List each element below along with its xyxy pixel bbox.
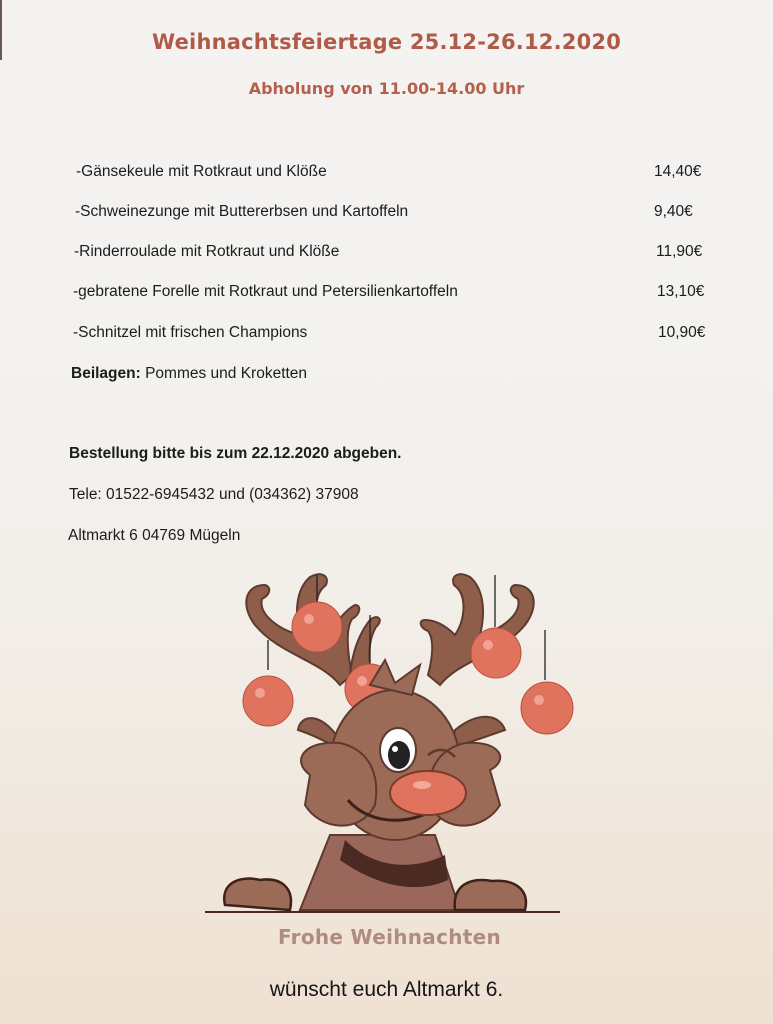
- menu-item-name: -Schweinezunge mit Buttererbsen und Kartoffeln: [75, 203, 409, 220]
- menu-item: [0, 324, 773, 348]
- menu-item-price: 13,10€: [657, 283, 705, 300]
- menu-item-name: -gebratene Forelle mit Rotkraut und Petersilienkartoffeln: [73, 283, 458, 300]
- menu-item: [0, 163, 773, 187]
- sides-line: [71, 365, 307, 383]
- closing-wish: wünscht euch Altmarkt 6.: [269, 978, 504, 1001]
- menu-item-name: -Schnitzel mit frischen Champions: [73, 324, 308, 341]
- order-deadline: Bestellung bitte bis zum 22.12.2020 abgeben.: [69, 445, 402, 462]
- menu-item-price: 11,90€: [656, 243, 703, 260]
- sides-value: Pommes und Kroketten: [145, 365, 308, 382]
- pickup-hours: Abholung von 11.00-14.00 Uhr: [248, 79, 525, 98]
- page-title: Weihnachtsfeiertage 25.12-26.12.2020: [151, 30, 622, 54]
- menu-item: [0, 203, 773, 227]
- menu-item-price: 14,40€: [654, 163, 702, 180]
- sides-label: Beilagen:: [71, 365, 141, 382]
- phone-numbers: Tele: 01522-6945432 und (034362) 37908: [69, 486, 359, 503]
- address: Altmarkt 6 04769 Mügeln: [68, 527, 241, 544]
- menu-item: [0, 243, 773, 267]
- reindeer-illustration: [200, 565, 580, 925]
- menu-item-name: -Gänsekeule mit Rotkraut und Klöße: [76, 163, 327, 180]
- menu-item-price: 10,90€: [658, 324, 706, 341]
- menu-item: [0, 283, 773, 307]
- menu-item-name: -Rinderroulade mit Rotkraut und Klöße: [74, 243, 340, 260]
- menu-item-price: 9,40€: [654, 203, 693, 220]
- greeting-text: Frohe Weihnachten: [278, 925, 502, 949]
